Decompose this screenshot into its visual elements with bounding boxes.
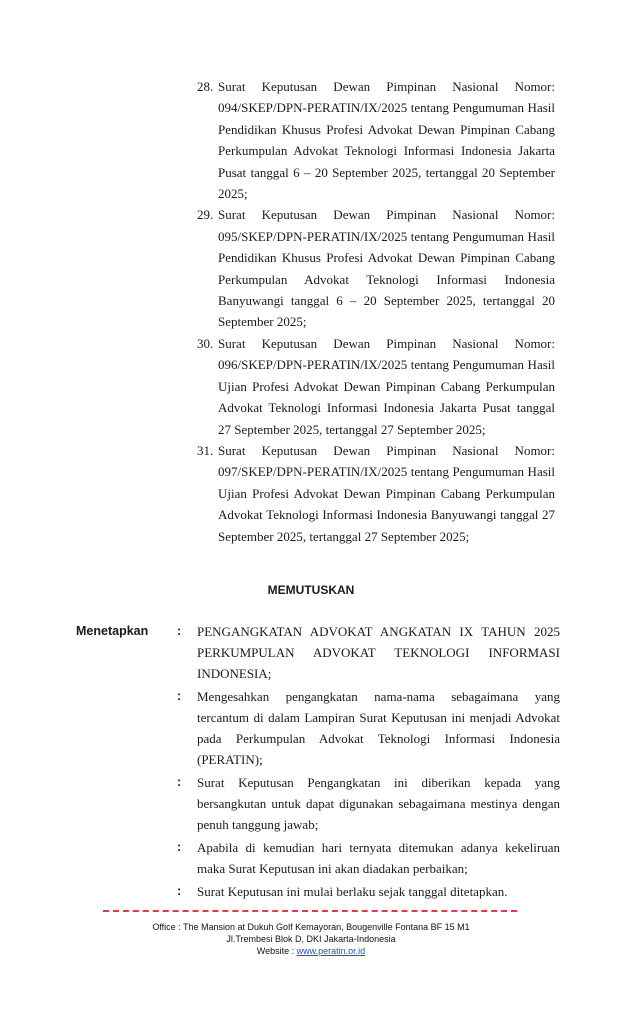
list-item-number: 31. xyxy=(197,442,214,458)
website-link[interactable]: www.peratin.or.id xyxy=(296,946,366,956)
list-item xyxy=(197,440,555,547)
footer-address: Jl.Trembesi Blok D, DKI Jakarta-Indonesia xyxy=(226,934,396,944)
decision-label: Menetapkan xyxy=(76,624,149,638)
decision-clause xyxy=(76,686,560,770)
clause-text: Mengesahkan pengangkatan nama-nama sebagaimana yang tercantum di dalam Lampiran Surat Keputusan ini menjadi Advokat pada Perkumpulan Advokat Teknologi Informasi Indonesia (PERATIN); xyxy=(197,689,560,767)
list-item-text: Surat Keputusan Dewan Pimpinan Nasional Nomor: 095/SKEP/DPN-PERATIN/IX/2025 tentang Pengumuman Hasil Pendidikan Khusus Profesi Advokat Dewan Pimpinan Cabang Perkumpulan Advokat Teknologi Informasi Indonesia Banyuwangi tanggal 6 – 20 September 2025, tertanggal 20 September 2025; xyxy=(218,207,555,330)
decision-clause xyxy=(76,837,560,879)
decision-clause xyxy=(76,772,560,835)
list-item-number: 30. xyxy=(197,335,214,351)
decision-block xyxy=(76,621,560,904)
clause-colon: : xyxy=(177,884,182,898)
clause-colon: : xyxy=(177,689,182,703)
footer-website-label: Website : xyxy=(256,946,297,956)
footer-website xyxy=(0,945,622,957)
clause-text: Surat Keputusan ini mulai berlaku sejak tanggal ditetapkan. xyxy=(197,884,508,899)
footer-office: Office : The Mansion at Dukuh Golf Kemayoran, Bougenville Fontana BF 15 M1 xyxy=(152,922,470,932)
clause-text: Apabila di kemudian hari ternyata ditemukan adanya kekeliruan maka Surat Keputusan ini akan diadakan perbaikan; xyxy=(197,840,560,876)
footer xyxy=(0,921,622,957)
clause-colon: : xyxy=(177,840,182,854)
clause-colon: : xyxy=(177,775,182,789)
decision-clause xyxy=(76,881,560,902)
clause-colon: : xyxy=(177,624,182,638)
list-item xyxy=(197,204,555,332)
list-item-number: 28. xyxy=(197,79,214,94)
list-item-text: Surat Keputusan Dewan Pimpinan Nasional Nomor: 096/SKEP/DPN-PERATIN/IX/2025 tentang Pengumuman Hasil Ujian Profesi Advokat Dewan Pimpinan Cabang Perkumpulan Advokat Teknologi Informasi Indonesia Jakarta Pusat tanggal 27 September 2025, tertanggal 27 September 2025; xyxy=(218,335,555,437)
clause-text: Surat Keputusan Pengangkatan ini diberikan kepada yang bersangkutan untuk dapat digunakan sebagaimana mestinya dengan penuh tanggung jawab; xyxy=(197,775,560,832)
section-heading: MEMUTUSKAN xyxy=(267,583,355,597)
footer-divider xyxy=(103,910,517,912)
list-item xyxy=(197,76,555,204)
decision-clause xyxy=(76,621,560,684)
list-item xyxy=(197,333,555,440)
list-item-text: Surat Keputusan Dewan Pimpinan Nasional Nomor: 094/SKEP/DPN-PERATIN/IX/2025 tentang Pengumuman Hasil Pendidikan Khusus Profesi Advokat Dewan Pimpinan Cabang Perkumpulan Advokat Teknologi Informasi Indonesia Jakarta Pusat tanggal 6 – 20 September 2025, tertanggal 20 September 2025; xyxy=(218,79,555,202)
considerations-list xyxy=(197,76,555,547)
list-item-text: Surat Keputusan Dewan Pimpinan Nasional Nomor: 097/SKEP/DPN-PERATIN/IX/2025 tentang Pengumuman Hasil Ujian Profesi Advokat Dewan Pimpinan Cabang Perkumpulan Advokat Teknologi Informasi Indonesia Banyuwangi tanggal 27 September 2025, tertanggal 27 September 2025; xyxy=(218,442,555,544)
list-item-number: 29. xyxy=(197,207,214,223)
clause-text: PENGANGKATAN ADVOKAT ANGKATAN IX TAHUN 2025 PERKUMPULAN ADVOKAT TEKNOLOGI INFORMASI INDONESIA; xyxy=(197,624,560,681)
